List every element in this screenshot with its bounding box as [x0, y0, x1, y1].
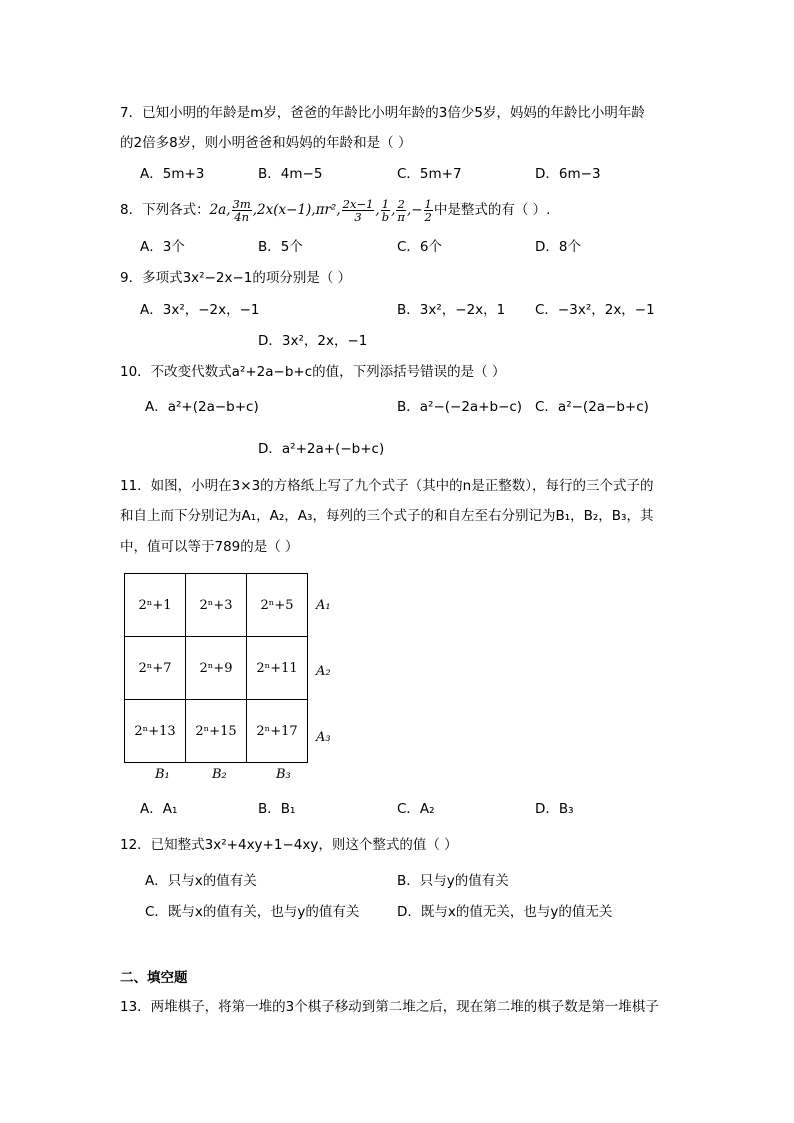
- fraction-numerator: 2x−1: [342, 196, 374, 211]
- q13-stem-line1: 13．两堆棋子，将第一堆的3个棋子移动到第二堆之后，现在第二堆的棋子数是第一堆棋子: [120, 999, 659, 1015]
- row-label-a1: A₁: [316, 598, 331, 613]
- fraction-numerator: 3m: [232, 196, 251, 211]
- q11-stem-line3: 中，值可以等于789的是（ ）: [120, 539, 299, 555]
- q8-stem-prefix: 8．下列各式：: [120, 202, 210, 218]
- row-label-a3: A₃: [316, 730, 331, 745]
- q7-stem-line2: 的2倍多8岁，则小明爸爸和妈妈的年龄和是（ ）: [120, 135, 412, 151]
- q7-option-d: D．6m−3: [535, 166, 601, 182]
- grid-cell: 2ⁿ+3: [186, 574, 247, 637]
- q10-option-a: A．a²+(2a−b+c): [145, 399, 259, 415]
- section-title: 二、填空题: [120, 970, 188, 986]
- grid-row: [125, 637, 308, 700]
- grid-cell: 2ⁿ+5: [247, 574, 308, 637]
- q11-option-c: C．A₂: [397, 801, 435, 817]
- q7-option-b: B．4m−5: [258, 166, 323, 182]
- q12-option-d: D．既与x的值无关，也与y的值无关: [397, 904, 613, 920]
- fraction-denominator: b: [381, 209, 390, 224]
- q9-option-c: C．−3x²，2x，−1: [535, 302, 655, 318]
- q10-option-d: D．a²+2a+(−b+c): [258, 441, 385, 457]
- q8-fraction: [342, 198, 375, 223]
- row-label-a2: A₂: [316, 664, 331, 679]
- q11-option-d: D．B₃: [535, 801, 574, 817]
- fraction-denominator: 3: [354, 209, 362, 224]
- fraction-numerator: 1: [424, 196, 432, 211]
- q12-stem: 12．已知整式3x²+4xy+1−4xy，则这个整式的值（ ）: [120, 837, 458, 853]
- q8-option-b: B．5个: [258, 239, 303, 255]
- q8-fraction: [232, 198, 252, 223]
- grid-cell: 2ⁿ+1: [125, 574, 186, 637]
- q7-option-c: C．5m+7: [397, 166, 462, 182]
- q11-option-b: B．B₁: [258, 801, 296, 817]
- q8-option-c: C．6个: [397, 239, 443, 255]
- grid-cell: 2ⁿ+13: [125, 700, 186, 763]
- grid-cell: 2ⁿ+11: [247, 637, 308, 700]
- expression-grid: [124, 573, 308, 763]
- q8-option-d: D．8个: [535, 239, 581, 255]
- q8-item: ,2x(x−1),πr²,: [252, 202, 341, 218]
- col-label-b2: B₂: [212, 767, 227, 782]
- q9-option-a: A．3x²，−2x，−1: [140, 302, 260, 318]
- q8-item: ,−: [406, 202, 423, 218]
- q11-option-a: A．A₁: [140, 801, 178, 817]
- grid-cell: 2ⁿ+15: [186, 700, 247, 763]
- q10-option-c: C．a²−(2a−b+c): [535, 399, 649, 415]
- q7-stem-line1: 7．已知小明的年龄是m岁，爸爸的年龄比小明年龄的3倍少5岁，妈妈的年龄比小明年龄: [120, 105, 645, 121]
- fraction-denominator: 2: [424, 209, 432, 224]
- fraction-numerator: 1: [381, 196, 390, 211]
- q8-fraction: [396, 198, 406, 223]
- q10-stem: 10．不改变代数式a²+2a−b+c的值，下列添括号错误的是（ ）: [120, 364, 506, 380]
- q12-option-c: C．既与x的值有关，也与y的值有关: [145, 904, 360, 920]
- q9-option-b: B．3x²，−2x，1: [397, 302, 506, 318]
- grid-row: [125, 700, 308, 763]
- q8-stem-suffix: 中是整式的有（ ）.: [433, 202, 551, 218]
- q9-option-d: D．3x²，2x，−1: [258, 333, 368, 349]
- q12-option-b: B．只与y的值有关: [397, 873, 509, 889]
- q9-stem: 9．多项式3x²−2x−1的项分别是（ ）: [120, 270, 352, 286]
- q8-item: 2a,: [209, 202, 231, 218]
- q8-fraction: [424, 198, 433, 223]
- q8-fraction: [381, 198, 390, 223]
- col-label-b3: B₃: [276, 767, 291, 782]
- fraction-denominator: 4n: [234, 209, 250, 224]
- q11-stem-line1: 11．如图，小明在3×3的方格纸上写了九个式子（其中的n是正整数），每行的三个式子的: [120, 478, 654, 494]
- grid-cell: 2ⁿ+17: [247, 700, 308, 763]
- q8-stem: 8．下列各式：2a, $\frac{3m}{4n}$ ,2x(x−1),πr², $\frac{2x-1}{3}$ , $\frac{1}{b}$ , $\frac{2}{\pi}$ ,− $\frac{1}{2}$ 中是整式的有（ ）.: [120, 196, 551, 224]
- fraction-numerator: 2: [397, 196, 405, 211]
- q10-option-b: B．a²−(−2a+b−c): [397, 399, 523, 415]
- fraction-denominator: π: [397, 209, 405, 224]
- grid-cell: 2ⁿ+7: [125, 637, 186, 700]
- col-label-b1: B₁: [155, 767, 170, 782]
- q8-option-a: A．3个: [140, 239, 185, 255]
- q7-option-a: A．5m+3: [140, 166, 205, 182]
- grid-row: [125, 574, 308, 637]
- grid-cell: 2ⁿ+9: [186, 637, 247, 700]
- q12-option-a: A．只与x的值有关: [145, 873, 257, 889]
- q11-stem-line2: 和自上而下分别记为A₁，A₂，A₃，每列的三个式子的和自左至右分别记为B₁，B₂，B₃，其: [120, 508, 654, 524]
